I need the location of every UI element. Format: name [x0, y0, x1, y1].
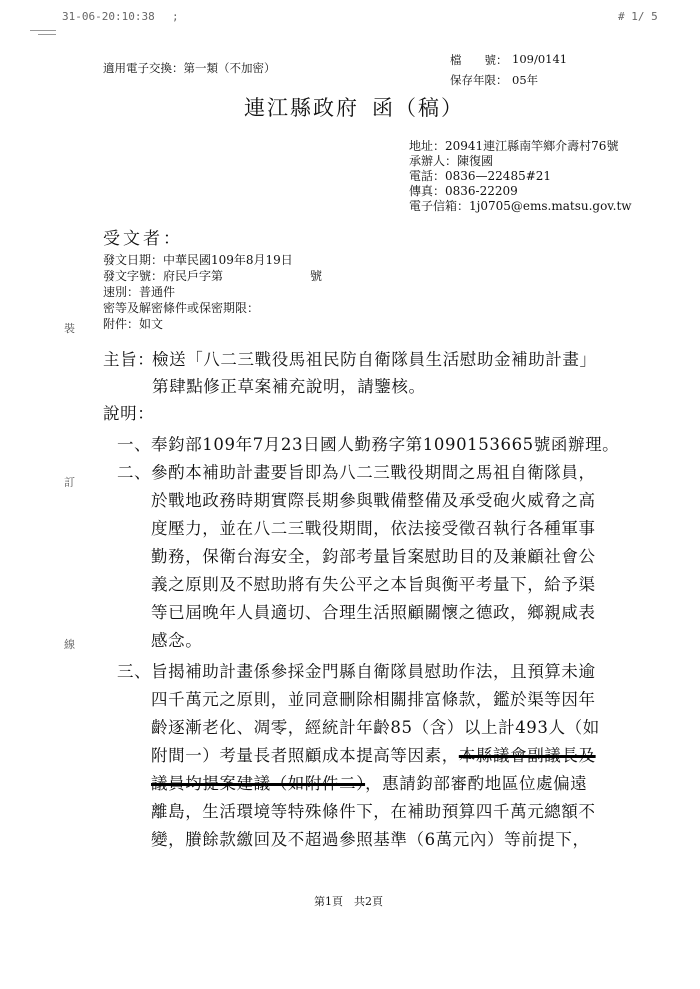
item-3-line-5	[151, 770, 587, 794]
contact-address: 地址：20941連江縣南竿鄉介壽村76號	[409, 139, 619, 153]
item-2-line-5: 義之原則及不慰助將有失公平之本旨與衡平考量下，給予渠	[151, 575, 596, 594]
item-3-number: 三、	[117, 662, 152, 681]
document-org: 連江縣政府	[244, 96, 359, 120]
contact-fax: 傳真：0836-22209	[409, 184, 518, 198]
subject-line-1: 檢送「八二三戰役馬祖民防自衛隊員生活慰助金補助計畫」	[152, 350, 597, 369]
item-2-number: 二、	[117, 463, 152, 482]
scan-mark	[30, 30, 56, 31]
contact-phone: 電話：0836—22485#21	[409, 169, 552, 183]
item-3-line-5-text: ，惠請鈞部審酌地區位處偏遠	[365, 774, 588, 793]
contact-handler: 承辦人：陳復國	[409, 154, 494, 168]
item-3-struck-text-a: 本縣議會副議長及	[458, 746, 596, 765]
item-2-line-3: 度壓力，並在八二三戰役期間，依法接受徵召執行各種軍事	[151, 519, 596, 538]
item-2-line-1: 參酌本補助計畫要旨即為八二三戰役期間之馬祖自衛隊員，	[151, 463, 596, 482]
fax-separator: ;	[172, 10, 179, 23]
issue-attachment: 附件：如文	[103, 317, 164, 331]
page-footer: 第1頁 共2頁	[314, 895, 383, 908]
item-3-line-4	[151, 742, 596, 766]
item-3-line-7: 變，賸餘款繳回及不超過參照基準（6萬元內）等前提下，	[151, 830, 590, 849]
item-1-number: 一、	[117, 435, 152, 454]
fax-timestamp: 31-06-20:10:38	[62, 10, 155, 23]
binding-mark-top: 裝	[64, 322, 75, 335]
fax-page-indicator: # 1/ 5	[618, 10, 658, 23]
issue-date: 發文日期：中華民國109年8月19日	[103, 253, 293, 267]
scan-mark	[38, 34, 56, 35]
retention-label: 保存年限：	[450, 73, 508, 87]
item-2-line-2: 於戰地政務時期實際長期參與戰備整備及承受砲火威脅之高	[151, 491, 596, 510]
item-2-line-4: 勤務，保衛台海安全，鈞部考量旨案慰助目的及兼顧社會公	[151, 547, 596, 566]
item-3-line-2: 四千萬元之原則，並同意刪除相關排富條款，鑑於渠等因年	[151, 690, 596, 709]
item-3-line-4-text: 附間一）考量長者照顧成本提高等因素，	[151, 746, 459, 765]
subject-label: 主旨：	[103, 350, 155, 369]
item-2-line-7: 感念。	[151, 631, 203, 650]
issue-speed: 速別：普通件	[103, 285, 176, 299]
item-3-line-3: 齡逐漸老化、凋零，經統計年齡85（含）以上計493人（如	[151, 718, 600, 737]
subject-line-2: 第肆點修正草案補充說明，請鑒核。	[152, 377, 426, 396]
issue-number-label: 發文字號：府民戶字第	[103, 269, 224, 283]
contact-email: 電子信箱：1j0705@ems.matsu.gov.tw	[409, 199, 632, 213]
item-1-text: 奉鈞部109年7月23日國人勤務字第1090153665號函辦理。	[151, 435, 620, 454]
file-number-label: 檔 號：	[450, 53, 508, 67]
file-number: 109/0141	[512, 52, 568, 66]
recipient-label: 受文者：	[103, 229, 183, 249]
item-3-line-6: 離島，生活環境等特殊條件下，在補助預算四千萬元總額不	[151, 802, 596, 821]
binding-mark-mid: 訂	[64, 476, 75, 489]
item-2-line-6: 等已屆晚年人員適切、合理生活照顧關懷之德政，鄉親咸表	[151, 603, 596, 622]
item-3-line-1: 旨揭補助計畫係參採金門縣自衛隊員慰助作法，且預算未逾	[151, 662, 596, 681]
issue-number-suffix: 號	[310, 269, 323, 283]
exchange-type: 適用電子交換：第一類（不加密）	[103, 61, 276, 75]
retention-period: 05年	[512, 73, 539, 87]
binding-mark-bottom: 線	[64, 638, 75, 651]
explanation-label: 說明：	[103, 404, 155, 423]
issue-security: 密等及解密條件或保密期限：	[103, 301, 260, 315]
item-3-struck-text-b: 議員均提案建議（如附件二）	[151, 774, 366, 793]
document-type: 函（稿）	[372, 96, 464, 120]
